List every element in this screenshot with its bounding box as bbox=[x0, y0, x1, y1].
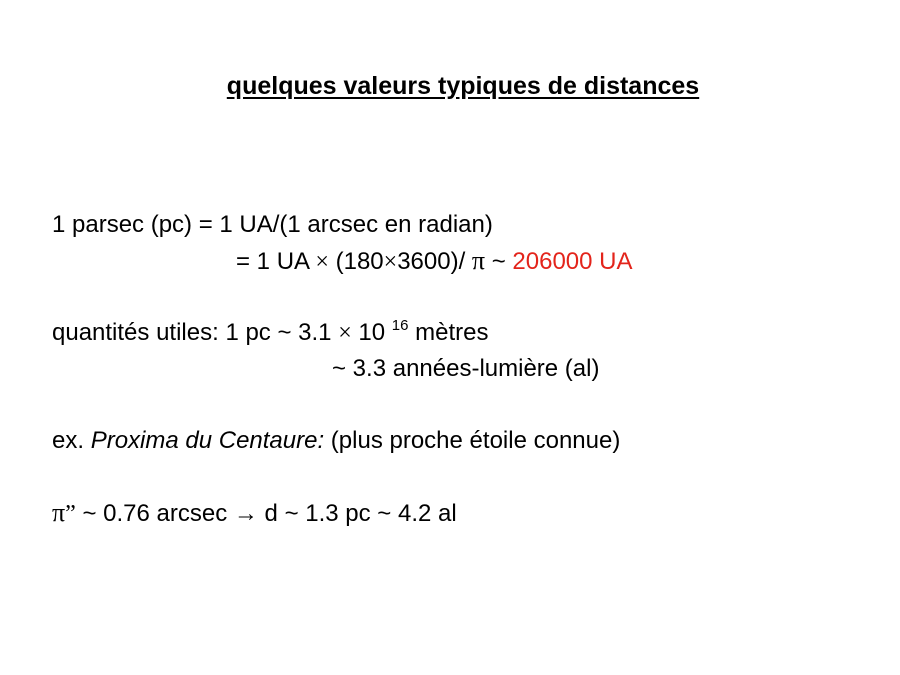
times-symbol: × bbox=[383, 249, 398, 275]
example-prefix: ex. bbox=[52, 427, 91, 454]
example-line bbox=[52, 426, 620, 456]
parallax-line bbox=[52, 498, 457, 529]
times-symbol: × bbox=[315, 249, 329, 275]
star-name: Proxima du Centaure: bbox=[90, 427, 325, 454]
parsec-definition-line-1 bbox=[52, 210, 493, 240]
tilde-symbol: ~ bbox=[485, 248, 513, 275]
pi-symbol: π bbox=[471, 246, 486, 275]
parsec-result-value: 206000 UA bbox=[512, 248, 633, 275]
pi-symbol: π bbox=[52, 498, 66, 527]
slide-title: quelques valeurs typiques de distances bbox=[226, 72, 700, 100]
example-description: (plus proche étoile connue) bbox=[324, 427, 621, 454]
paren-rest: 3600)/ bbox=[397, 248, 472, 275]
distance-result: d ~ 1.3 pc ~ 4.2 al bbox=[257, 500, 457, 527]
arcsec-quote: ” bbox=[65, 501, 76, 527]
useful-prefix: quantités utiles: 1 pc ~ 3.1 bbox=[52, 319, 339, 346]
useful-quantities-line-1 bbox=[52, 318, 488, 348]
arrow-icon: → bbox=[233, 501, 258, 527]
parsec-definition-line-2 bbox=[236, 246, 633, 277]
parsec-definition-text: 1 parsec (pc) = 1 UA/(1 arcsec en radian) bbox=[52, 211, 493, 238]
times-symbol: × bbox=[338, 320, 352, 346]
light-years-text: ~ 3.3 années-lumière (al) bbox=[332, 355, 600, 382]
parallax-value: ~ 0.76 arcsec bbox=[75, 500, 234, 527]
parsec-eq-prefix: = 1 UA bbox=[236, 248, 316, 275]
power-base: 10 bbox=[351, 319, 392, 346]
power-exponent: 16 bbox=[391, 317, 409, 334]
useful-quantities-line-2 bbox=[332, 354, 599, 384]
paren-open: (180 bbox=[328, 248, 384, 275]
unit-meters: mètres bbox=[408, 319, 489, 346]
